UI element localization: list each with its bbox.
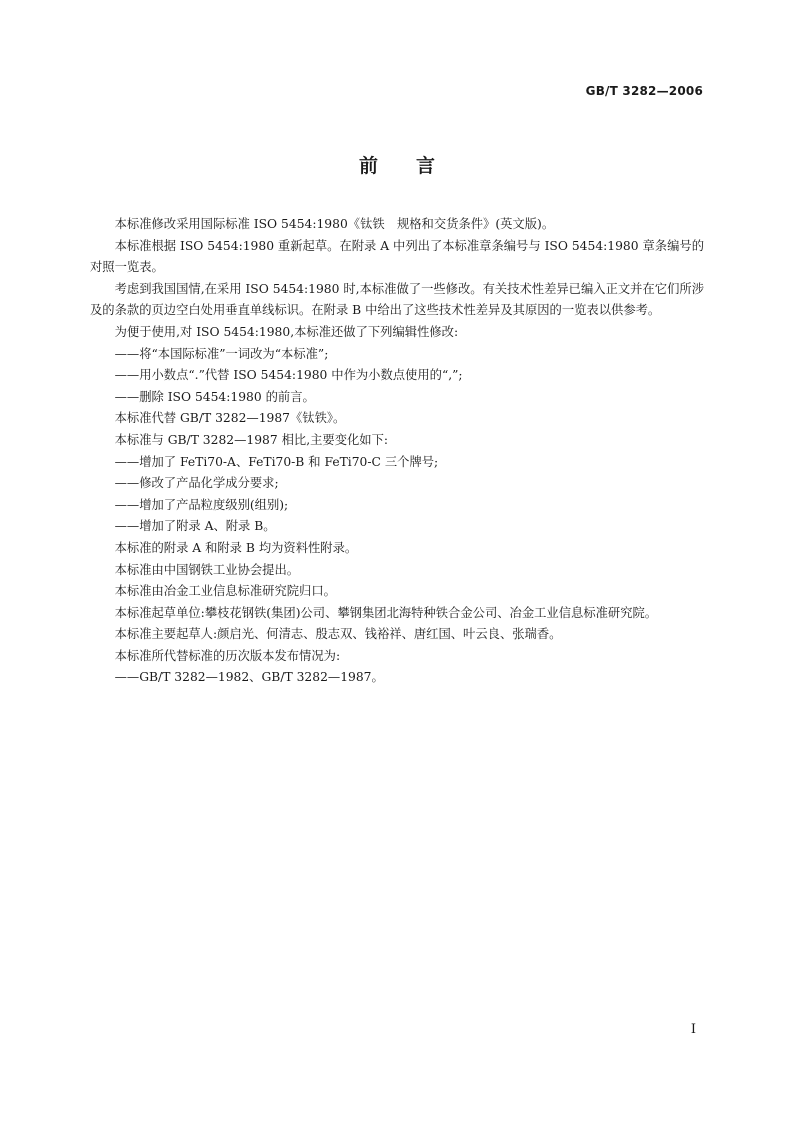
page-number: I	[690, 1022, 696, 1037]
list-item: ——增加了产品粒度级别(组别);	[114, 497, 289, 512]
paragraph: 为便于使用,对 ISO 5454:1980,本标准还做了下列编辑性修改:	[114, 324, 459, 339]
paragraph: 本标准的附录 A 和附录 B 均为资料性附录。	[114, 540, 358, 555]
page-title: 前言	[358, 155, 473, 177]
list-item: ——用小数点“.”代替 ISO 5454:1980 中作为小数点使用的“,”;	[114, 368, 463, 383]
standard-number: GB/T 3282—2006	[585, 84, 703, 98]
list-item: ——增加了附录 A、附录 B。	[114, 519, 276, 534]
paragraph: 本标准代替 GB/T 3282—1987《钛铁》。	[114, 411, 346, 426]
list-item: ——修改了产品化学成分要求;	[114, 476, 279, 491]
paragraph: 本标准由中国钢铁工业协会提出。	[114, 562, 300, 577]
paragraph: 本标准主要起草人:颜启光、何清志、殷志双、钱裕祥、唐红国、叶云良、张瑞香。	[114, 627, 562, 642]
paragraph: 本标准与 GB/T 3282—1987 相比,主要变化如下:	[114, 432, 389, 447]
paragraph: 本标准由冶金工业信息标准研究院归口。	[114, 584, 336, 599]
list-item: ——GB/T 3282—1982、GB/T 3282—1987。	[114, 670, 384, 685]
foreword-body	[90, 214, 704, 689]
paragraph: 本标准所代替标准的历次版本发布情况为:	[114, 648, 341, 663]
paragraph: 本标准根据 ISO 5454:1980 重新起草。在附录 A 中列出了本标准章条编号与 ISO 5454:1980 章条编号的对照一览表。	[90, 238, 704, 275]
paragraph: 考虑到我国国情,在采用 ISO 5454:1980 时,本标准做了一些修改。有关技术性差异已编入正文并在它们所涉及的条款的页边空白处用垂直单线标识。在附录 B 中给出了这些技术性差异及其原因的一览表以供参考。	[90, 281, 704, 318]
paragraph: 本标准起草单位:攀枝花钢铁(集团)公司、攀钢集团北海特种铁合金公司、冶金工业信息标准研究院。	[114, 605, 658, 620]
list-item: ——删除 ISO 5454:1980 的前言。	[114, 389, 315, 404]
list-item: ——增加了 FeTi70-A、FeTi70-B 和 FeTi70-C 三个牌号;	[114, 454, 439, 469]
list-item: ——将“本国际标准”一词改为“本标准”;	[114, 346, 329, 361]
paragraph: 本标准修改采用国际标准 ISO 5454:1980《钛铁 规格和交货条件》(英文版)。	[114, 217, 555, 231]
